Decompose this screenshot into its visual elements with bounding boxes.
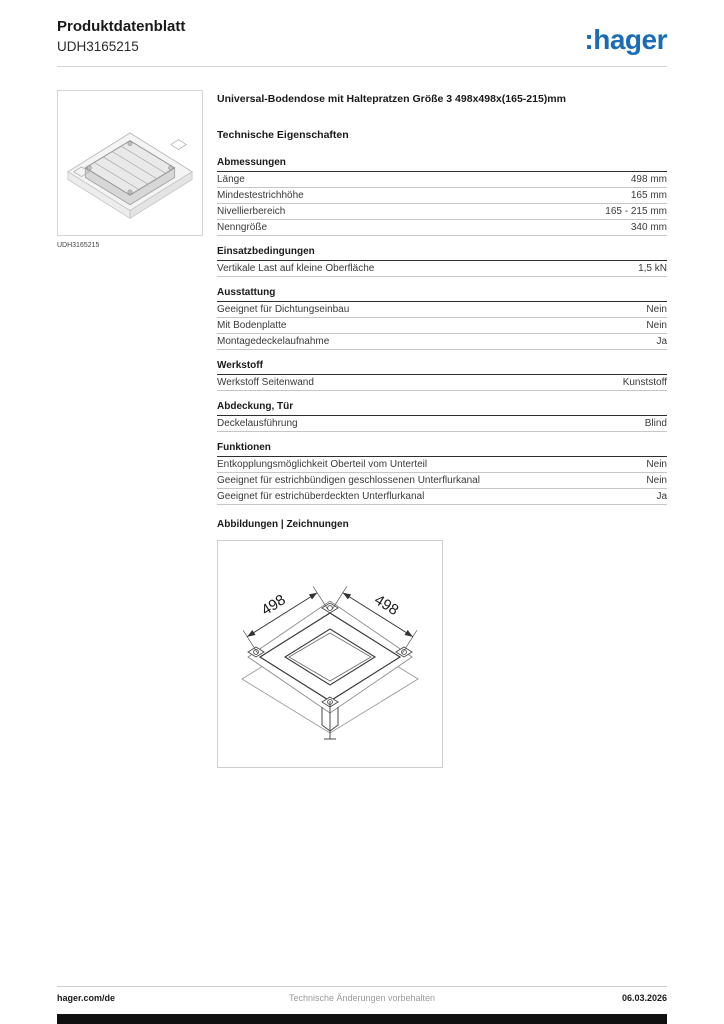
spec-row — [217, 204, 667, 220]
spec-label: Mindestestrichhöhe — [217, 190, 304, 202]
footer-date: 06.03.2026 — [621, 993, 667, 1003]
spec-value: 165 mm — [630, 190, 667, 202]
footer-divider — [57, 986, 667, 987]
spec-row — [217, 188, 667, 204]
spec-label: Länge — [217, 174, 245, 186]
product-title: Universal-Bodendose mit Haltepratzen Größe 3 498x498x(165-215)mm — [217, 93, 566, 105]
spec-label: Geeignet für estrichbündigen geschlossenen Unterflurkanal — [217, 475, 480, 487]
spec-row — [217, 261, 667, 277]
product-visual — [57, 90, 203, 249]
header-divider — [57, 66, 667, 67]
drawings-title: Abbildungen | Zeichnungen — [217, 519, 349, 531]
footer — [57, 993, 667, 1003]
technical-properties-title: Technische Eigenschaften — [217, 129, 349, 142]
spec-row — [217, 220, 667, 236]
spec-section-heading: Einsatzbedingungen — [217, 246, 667, 261]
header — [57, 18, 667, 64]
spec-value: 1,5 kN — [638, 263, 667, 275]
product-image — [60, 98, 200, 228]
spec-row — [217, 457, 667, 473]
spec-row — [217, 489, 667, 505]
spec-section-heading: Abmessungen — [217, 157, 667, 172]
spec-label: Entkopplungsmöglichkeit Oberteil vom Unterteil — [217, 459, 428, 471]
spec-label: Werkstoff Seitenwand — [217, 377, 314, 389]
dimension-label-left: 498 — [258, 591, 289, 620]
spec-row — [217, 416, 667, 432]
spec-section — [217, 246, 667, 277]
spec-label: Montagedeckelaufnahme — [217, 336, 330, 348]
spec-value: Nein — [646, 304, 667, 316]
spec-value: Nein — [646, 459, 667, 471]
spec-value: Ja — [656, 491, 667, 503]
spec-label: Nivellierbereich — [217, 206, 286, 218]
spec-value: 165 - 215 mm — [605, 206, 667, 218]
spec-value: 498 mm — [630, 174, 667, 186]
spec-value: Kunststoff — [622, 377, 667, 389]
spec-section — [217, 401, 667, 432]
footer-website-link[interactable]: hager.com/de — [57, 993, 116, 1003]
spec-value: Nein — [646, 475, 667, 487]
dimension-label-right: 498 — [371, 591, 402, 620]
spec-section — [217, 157, 667, 236]
spec-sections — [217, 157, 667, 505]
product-id: UDH3165215 — [57, 39, 139, 54]
spec-value: Ja — [656, 336, 667, 348]
spec-row — [217, 334, 667, 350]
spec-section-heading: Ausstattung — [217, 287, 667, 302]
footer-notice: Technische Änderungen vorbehalten — [288, 993, 436, 1003]
spec-section-heading: Abdeckung, Tür — [217, 401, 667, 416]
product-image-box — [57, 90, 203, 236]
spec-section-heading: Werkstoff — [217, 360, 667, 375]
technical-drawing — [218, 541, 442, 767]
spec-section — [217, 287, 667, 350]
spec-section — [217, 360, 667, 391]
spec-row — [217, 473, 667, 489]
spec-row — [217, 318, 667, 334]
spec-label: Deckelausführung — [217, 418, 298, 430]
hager-logo: :hager — [584, 24, 667, 55]
spec-label: Geeignet für Dichtungseinbau — [217, 304, 350, 316]
spec-row — [217, 302, 667, 318]
spec-value: 340 mm — [630, 222, 667, 234]
footer-bar — [57, 1014, 667, 1024]
technical-drawing-box — [217, 540, 443, 768]
spec-value: Nein — [646, 320, 667, 332]
spec-row — [217, 375, 667, 391]
spec-label: Vertikale Last auf kleine Oberfläche — [217, 263, 375, 275]
spec-value: Blind — [644, 418, 667, 430]
main-content — [217, 93, 667, 768]
spec-label: Mit Bodenplatte — [217, 320, 287, 332]
spec-section — [217, 442, 667, 505]
spec-row — [217, 172, 667, 188]
spec-label: Nenngröße — [217, 222, 268, 234]
spec-section-heading: Funktionen — [217, 442, 667, 457]
document-title: Produktdatenblatt — [57, 18, 186, 35]
spec-label: Geeignet für estrichüberdeckten Unterflurkanal — [217, 491, 425, 503]
product-image-caption: UDH3165215 — [57, 242, 100, 249]
